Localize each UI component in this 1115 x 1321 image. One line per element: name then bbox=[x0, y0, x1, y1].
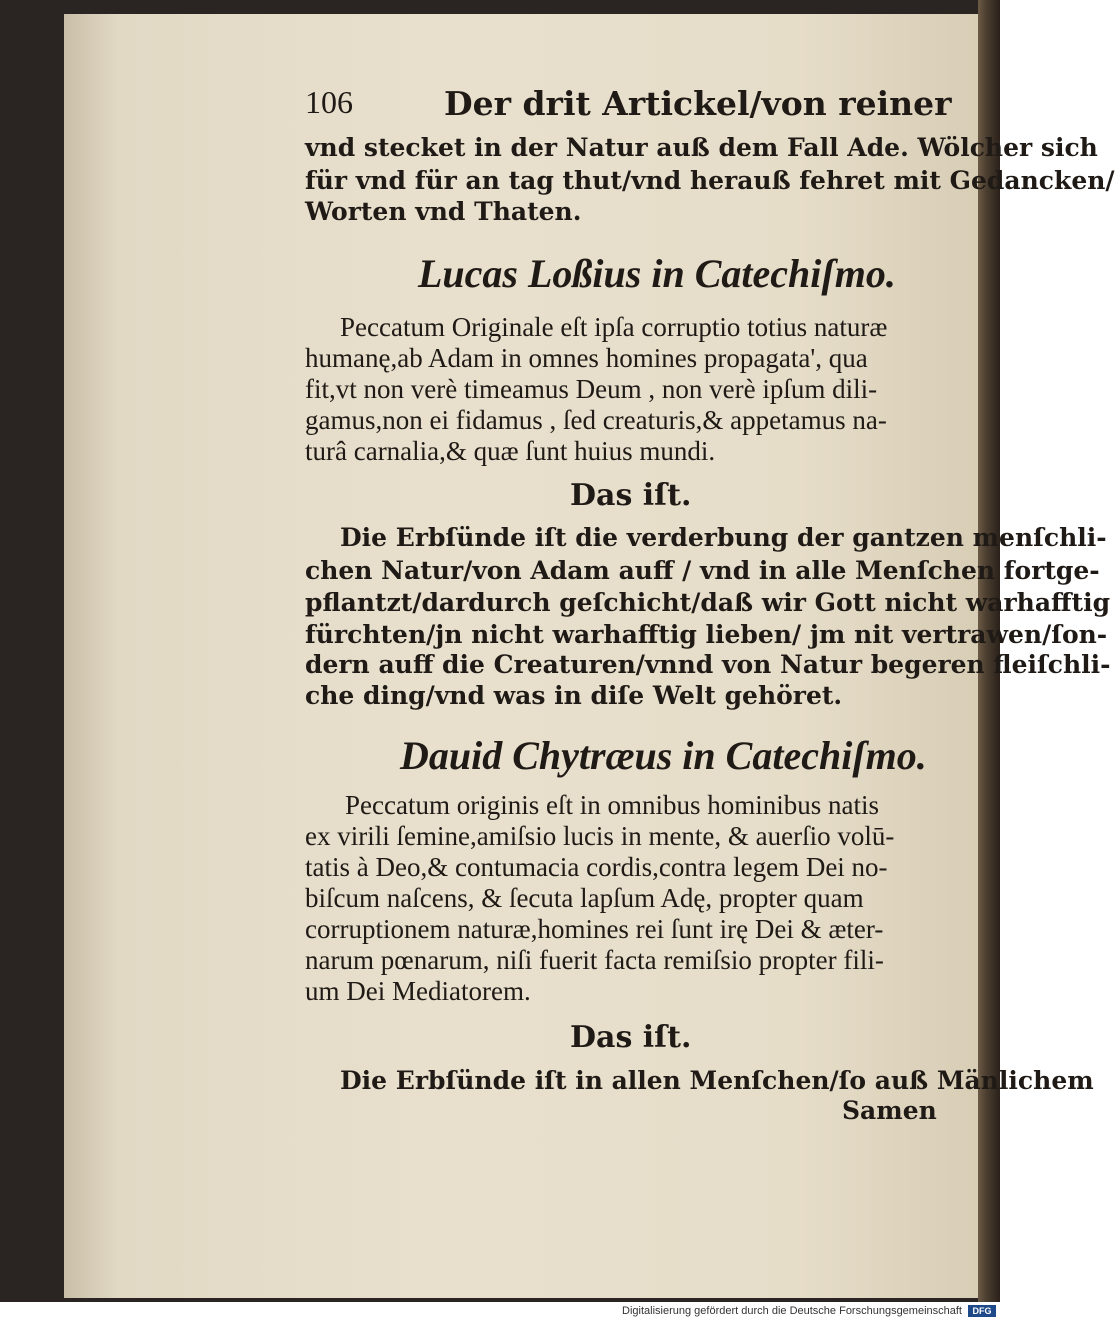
section2-heading: Dauid Chytræus in Catechiſmo. bbox=[400, 733, 927, 778]
section1-german-line-5: dern auff die Creaturen/vnnd von Natur begeren fleiſchli- bbox=[305, 650, 1111, 679]
section1-german-line-3: pflantzt/dardurch geſchicht/daß wir Gott nicht warhafftig bbox=[305, 588, 1111, 617]
section2-latin-line-5: corruptionem naturæ,homines rei ſunt irę Dei & æter- bbox=[305, 914, 884, 944]
footer-credit: Digitalisierung gefördert durch die Deutsche Forschungsgemeinschaft bbox=[622, 1305, 962, 1317]
section2-german-line-1: Die Erbſünde iſt in allen Menſchen/ſo auß Mänlichem bbox=[340, 1066, 1094, 1095]
section1-german-line-2: chen Natur/von Adam auff / vnd in alle Menſchen fortge- bbox=[305, 556, 1100, 585]
section1-latin-line-1: Peccatum Originale eſt ipſa corruptio totius naturæ bbox=[340, 312, 888, 342]
section2-latin-line-7: um Dei Mediatorem. bbox=[305, 976, 531, 1006]
section1-german-line-6: che ding/vnd was in diſe Welt gehöret. bbox=[305, 681, 843, 710]
section1-latin-line-5: turâ carnalia,& quæ ſunt huius mundi. bbox=[305, 436, 716, 466]
section1-german-line-4: fürchten/jn nicht warhafftig lieben/ jm nit vertrawen/ſon- bbox=[305, 620, 1108, 649]
footer-bar bbox=[0, 1302, 1000, 1321]
section2-latin-line-1: Peccatum originis eſt in omnibus hominibus natis bbox=[345, 790, 879, 820]
catchword: Samen bbox=[842, 1096, 937, 1125]
section1-das-ist: Das iſt. bbox=[570, 478, 692, 513]
section2-latin-line-4: biſcum naſcens, & ſecuta lapſum Adę, propter quam bbox=[305, 883, 864, 913]
section2-das-ist: Das iſt. bbox=[570, 1020, 692, 1055]
section1-latin-line-2: humanę,ab Adam in omnes homines propagata', qua bbox=[305, 343, 868, 373]
section1-heading: Lucas Loßius in Catechiſmo. bbox=[418, 251, 896, 296]
section1-latin-line-4: gamus,non ei fidamus , ſed creaturis,& appetamus na- bbox=[305, 405, 887, 435]
page-number: 106 bbox=[305, 84, 353, 120]
section2-latin-line-3: tatis à Deo,& contumacia cordis,contra legem Dei no- bbox=[305, 852, 888, 882]
intro-line-1: vnd stecket in der Natur auß dem Fall Ade. Wölcher sich bbox=[305, 133, 1098, 162]
section2-latin-line-2: ex virili ſemine,amiſsio lucis in mente, & auerſio volū- bbox=[305, 821, 895, 851]
intro-line-2: für vnd für an tag thut/vnd herauß fehret mit Gedancken/ bbox=[305, 166, 1115, 195]
intro-line-3: Worten vnd Thaten. bbox=[305, 197, 582, 226]
section2-latin-line-6: narum pœnarum, niſi fuerit facta remiſsio propter fili- bbox=[305, 945, 884, 975]
section1-latin-line-3: fit,vt non verè timeamus Deum , non verè ipſum dili- bbox=[305, 374, 878, 404]
dfg-logo: DFG bbox=[968, 1305, 996, 1317]
running-title: Der drit Artickel/von reiner bbox=[444, 84, 952, 123]
section1-german-line-1: Die Erbſünde iſt die verderbung der gantzen menſchli- bbox=[340, 523, 1107, 552]
